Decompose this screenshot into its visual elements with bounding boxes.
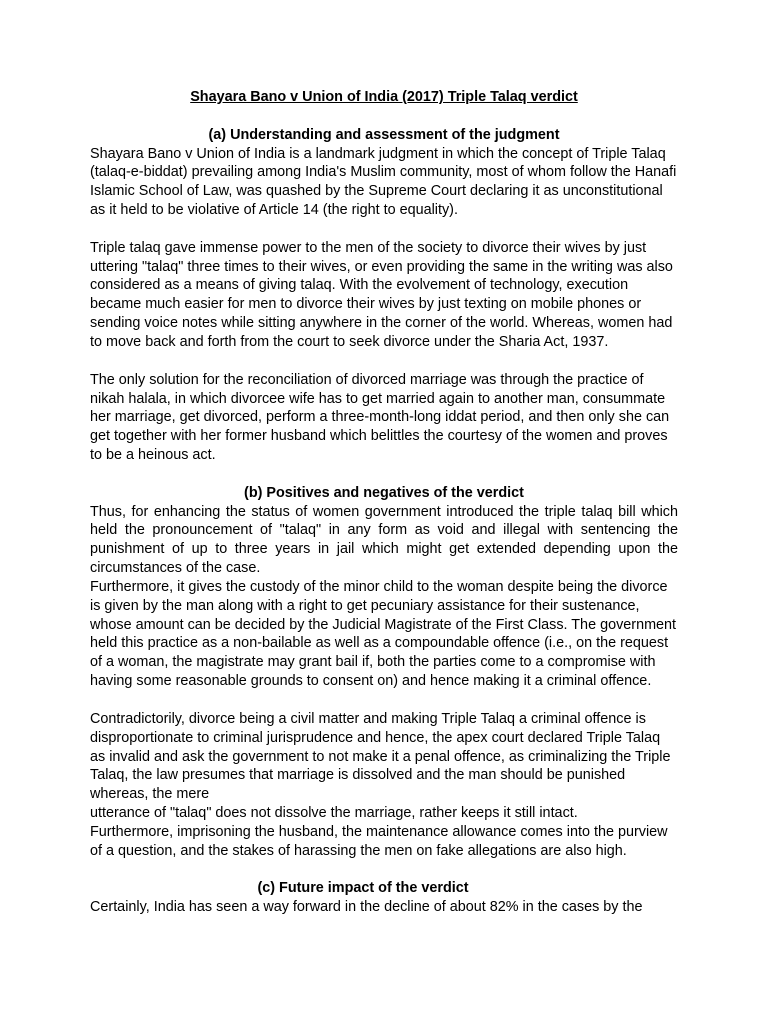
spacer: [90, 352, 678, 371]
section-b-heading: (b) Positives and negatives of the verdict: [244, 484, 524, 501]
section-b-paragraph-1: Thus, for enhancing the status of women government introduced the triple talaq bill which held the pronouncement of "talaq" in any form as void and illegal with sentencing the punishment of up to three years in jail which might get extended depending upon the circumstances of the case.: [90, 503, 678, 577]
section-b-paragraph-4: Furthermore, imprisoning the husband, the maintenance allowance comes into the purview of a question, and the stakes of harassing the men on fake allegations are also high.: [90, 823, 668, 859]
section-a-paragraph-3: The only solution for the reconciliation of divorced marriage was through the practice of nikah halala, in which divorcee wife has to get married again to another man, consummate her marriage, get divorced, perform a three-month-long iddat period, and then only she can get together with her former husband which belittles the courtesy of the women and proves to be a heinous act.: [90, 371, 670, 464]
spacer: [90, 465, 678, 484]
spacer: [90, 107, 678, 126]
section-b-paragraph-3-part-2: utterance of "talaq" does not dissolve the marriage, rather keeps it still intact.: [90, 805, 578, 822]
spacer: [90, 861, 678, 880]
section-a-heading: (a) Understanding and assessment of the judgment: [208, 126, 560, 143]
section-b-paragraph-3-part-1: Contradictorily, divorce being a civil matter and making Triple Talaq a criminal offence is disproportionate to criminal jurisprudence and hence, the apex court declared Triple Talaq as invalid and ask the government to not make it a penal offence, as criminalizing the Triple Talaq, the law presumes that marriage is dissolved and the man should be punished whereas, the mere: [90, 710, 671, 803]
section-c-heading: (c) Future impact of the verdict: [257, 880, 469, 897]
spacer: [90, 220, 678, 239]
section-a-paragraph-2: Triple talaq gave immense power to the men of the society to divorce their wives by just uttering "talaq" three times to their wives, or even providing the same in the writing was also considered as a means of giving talaq. With the evolvement of technology, execution became much easier for men to divorce their wives by just texting on mobile phones or sending voice notes while sitting anywhere in the corner of the world. Whereas, women had to move back and forth from the court to seek divorce under the Sharia Act, 1937.: [90, 239, 673, 350]
section-c-paragraph-1: Certainly, India has seen a way forward in the decline of about 82% in the cases by the: [90, 899, 643, 916]
section-b-paragraph-3: [90, 710, 678, 823]
document-page: [90, 88, 678, 917]
document-title: Shayara Bano v Union of India (2017) Triple Talaq verdict: [190, 89, 578, 105]
spacer: [90, 691, 678, 710]
section-a-paragraph-1: Shayara Bano v Union of India is a landmark judgment in which the concept of Triple Talaq (talaq-e-biddat) prevailing among India's Muslim community, most of whom follow the Hanafi Islamic School of Law, was quashed by the Supreme Court declaring it as unconstitutional as it held to be violative of Article 14 (the right to equality).: [90, 145, 677, 219]
section-b-paragraph-2: Furthermore, it gives the custody of the minor child to the woman despite being the divorce is given by the man along with a right to get pecuniary assistance for their sustenance, whose amount can be decided by the Judicial Magistrate of the First Class. The government held this practice as a non-bailable as well as a compoundable offence (i.e., on the request of a woman, the magistrate may grant bail if, both the parties come to a compromise with having some reasonable grounds to consent on) and hence making it a criminal offence.: [90, 578, 677, 690]
